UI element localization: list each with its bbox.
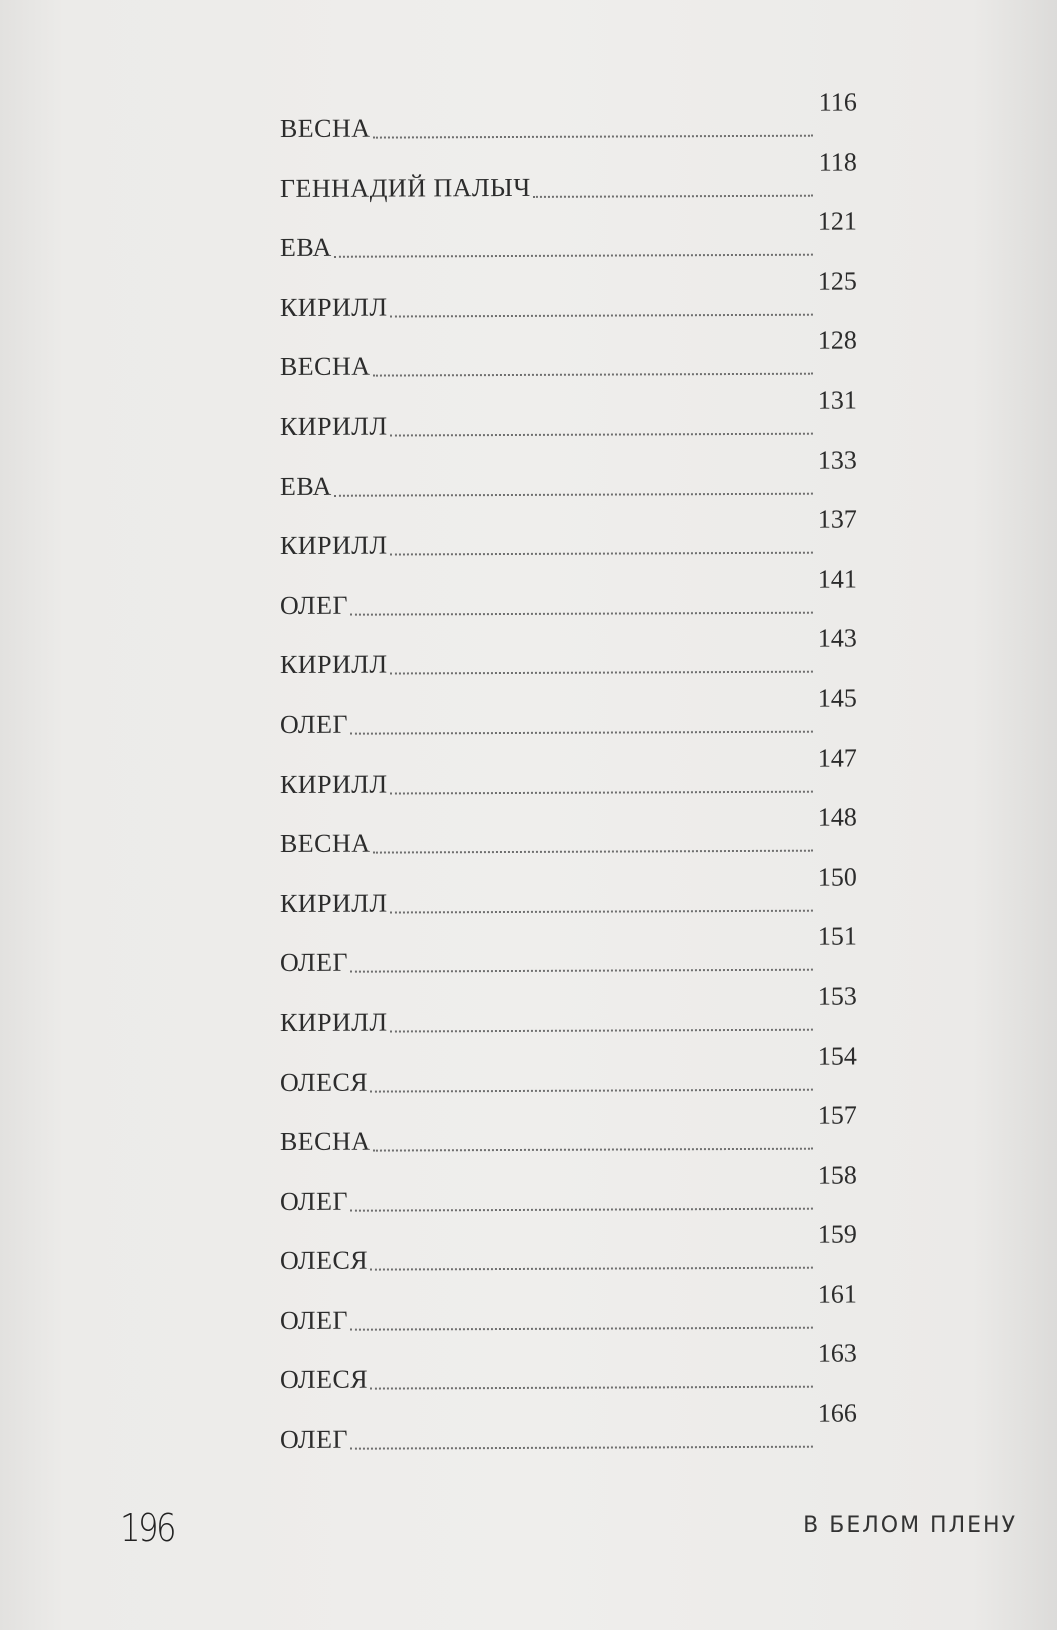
toc-entry bbox=[280, 860, 857, 922]
toc-entry-title: ОЛЕСЯ bbox=[279, 1066, 369, 1097]
toc-entry-title: КИРИЛЛ bbox=[279, 768, 388, 799]
toc-dot-leader bbox=[390, 790, 813, 794]
toc-dot-leader bbox=[370, 1267, 813, 1271]
toc-entry bbox=[280, 979, 857, 1041]
toc-entry-page: 121 bbox=[817, 206, 857, 236]
toc-entry-page: 158 bbox=[817, 1160, 857, 1190]
toc-entry-page: 125 bbox=[817, 266, 857, 296]
toc-dot-leader bbox=[373, 373, 813, 377]
toc-entry bbox=[280, 562, 857, 624]
toc-entry-title: ОЛЕСЯ bbox=[279, 1364, 369, 1395]
toc-entry bbox=[280, 741, 857, 803]
toc-entry-page: 151 bbox=[817, 921, 857, 951]
toc-entry bbox=[280, 1218, 857, 1280]
toc-entry-page: 150 bbox=[817, 862, 857, 892]
toc-entry-page: 159 bbox=[817, 1219, 857, 1249]
toc-entry-page: 157 bbox=[817, 1100, 857, 1130]
toc-entry-page: 143 bbox=[817, 623, 857, 653]
toc-entry bbox=[280, 1277, 857, 1339]
toc-entry-title: ВЕСНА bbox=[279, 828, 371, 858]
toc-entry bbox=[280, 205, 857, 267]
toc-dot-leader bbox=[370, 1386, 813, 1390]
toc-dot-leader bbox=[334, 492, 813, 496]
toc-entry-title: ОЛЕГ bbox=[279, 1424, 349, 1454]
toc-entry-title: ОЛЕСЯ bbox=[279, 1245, 369, 1275]
toc-entry bbox=[280, 1099, 857, 1161]
toc-dot-leader bbox=[373, 849, 813, 853]
toc-dot-leader bbox=[390, 671, 813, 675]
toc-dot-leader bbox=[373, 134, 813, 138]
toc-dot-leader bbox=[350, 1207, 813, 1211]
toc-dot-leader bbox=[390, 551, 813, 555]
toc-entry-title: ВЕСНА bbox=[279, 113, 371, 143]
toc-dot-leader bbox=[390, 1028, 813, 1032]
toc-entry-title: ГЕННАДИЙ ПАЛЫЧ bbox=[279, 172, 531, 203]
toc-entry-page: 166 bbox=[817, 1398, 857, 1428]
toc-entry-title: КИРИЛЛ bbox=[279, 530, 388, 560]
toc-entry bbox=[280, 85, 857, 147]
toc-entry-page: 153 bbox=[817, 981, 857, 1011]
toc-entry-title: ОЛЕГ bbox=[279, 1185, 349, 1216]
toc-dot-leader bbox=[390, 909, 813, 913]
toc-entry-page: 116 bbox=[818, 87, 857, 117]
toc-entry-page: 133 bbox=[817, 445, 857, 475]
toc-entry-page: 147 bbox=[817, 743, 857, 773]
toc-entry-title: ОЛЕГ bbox=[279, 1305, 349, 1335]
toc-entry bbox=[280, 801, 857, 863]
toc-entry-title: ЕВА bbox=[279, 232, 332, 262]
toc-entry bbox=[280, 1337, 857, 1399]
toc-entry-title: ВЕСНА bbox=[279, 1126, 371, 1156]
toc-entry-page: 145 bbox=[817, 683, 857, 713]
toc-entry-title: ОЛЕГ bbox=[279, 709, 349, 739]
toc-entry-title: ОЛЕГ bbox=[279, 590, 349, 620]
toc-entry bbox=[280, 1397, 857, 1459]
toc-entry bbox=[280, 622, 857, 684]
toc-entry-title: ВЕСНА bbox=[279, 351, 371, 381]
table-of-contents bbox=[280, 88, 857, 1459]
toc-entry bbox=[280, 503, 857, 565]
toc-entry bbox=[280, 443, 857, 505]
toc-dot-leader bbox=[350, 969, 813, 973]
toc-entry-page: 161 bbox=[817, 1279, 857, 1309]
toc-entry-page: 148 bbox=[817, 802, 857, 832]
toc-entry-title: КИРИЛЛ bbox=[279, 291, 388, 322]
toc-entry-title: ЕВА bbox=[279, 470, 332, 501]
toc-dot-leader bbox=[390, 432, 813, 436]
toc-dot-leader bbox=[370, 1088, 813, 1092]
toc-dot-leader bbox=[373, 1147, 813, 1151]
toc-entry bbox=[280, 264, 857, 326]
running-title: В БЕЛОМ ПЛЕНУ bbox=[803, 1513, 1017, 1538]
toc-entry-title: КИРИЛЛ bbox=[279, 887, 388, 918]
toc-entry-page: 131 bbox=[817, 385, 857, 415]
toc-entry-title: ОЛЕГ bbox=[279, 947, 349, 977]
toc-entry bbox=[280, 383, 857, 445]
toc-dot-leader bbox=[350, 730, 813, 734]
toc-dot-leader bbox=[350, 1326, 813, 1330]
toc-entry bbox=[280, 324, 857, 386]
toc-entry-page: 141 bbox=[817, 564, 857, 594]
toc-entry-page: 163 bbox=[817, 1338, 857, 1369]
toc-entry-page: 137 bbox=[817, 504, 857, 534]
toc-dot-leader bbox=[350, 1445, 813, 1449]
toc-entry bbox=[280, 1158, 857, 1220]
toc-entry bbox=[280, 681, 857, 743]
toc-entry-title: КИРИЛЛ bbox=[279, 411, 388, 441]
toc-dot-leader bbox=[533, 194, 813, 197]
toc-entry-title: КИРИЛЛ bbox=[279, 1007, 388, 1037]
toc-dot-leader bbox=[350, 611, 813, 615]
toc-entry bbox=[280, 145, 857, 207]
toc-entry-page: 128 bbox=[817, 325, 857, 356]
toc-dot-leader bbox=[334, 253, 813, 257]
toc-entry bbox=[280, 920, 857, 982]
toc-dot-leader bbox=[390, 313, 813, 317]
toc-entry-page: 118 bbox=[818, 147, 857, 177]
page-number: 196 bbox=[120, 1506, 175, 1550]
toc-entry-page: 154 bbox=[817, 1040, 857, 1071]
toc-entry-title: КИРИЛЛ bbox=[279, 649, 388, 679]
toc-entry bbox=[280, 1039, 857, 1101]
